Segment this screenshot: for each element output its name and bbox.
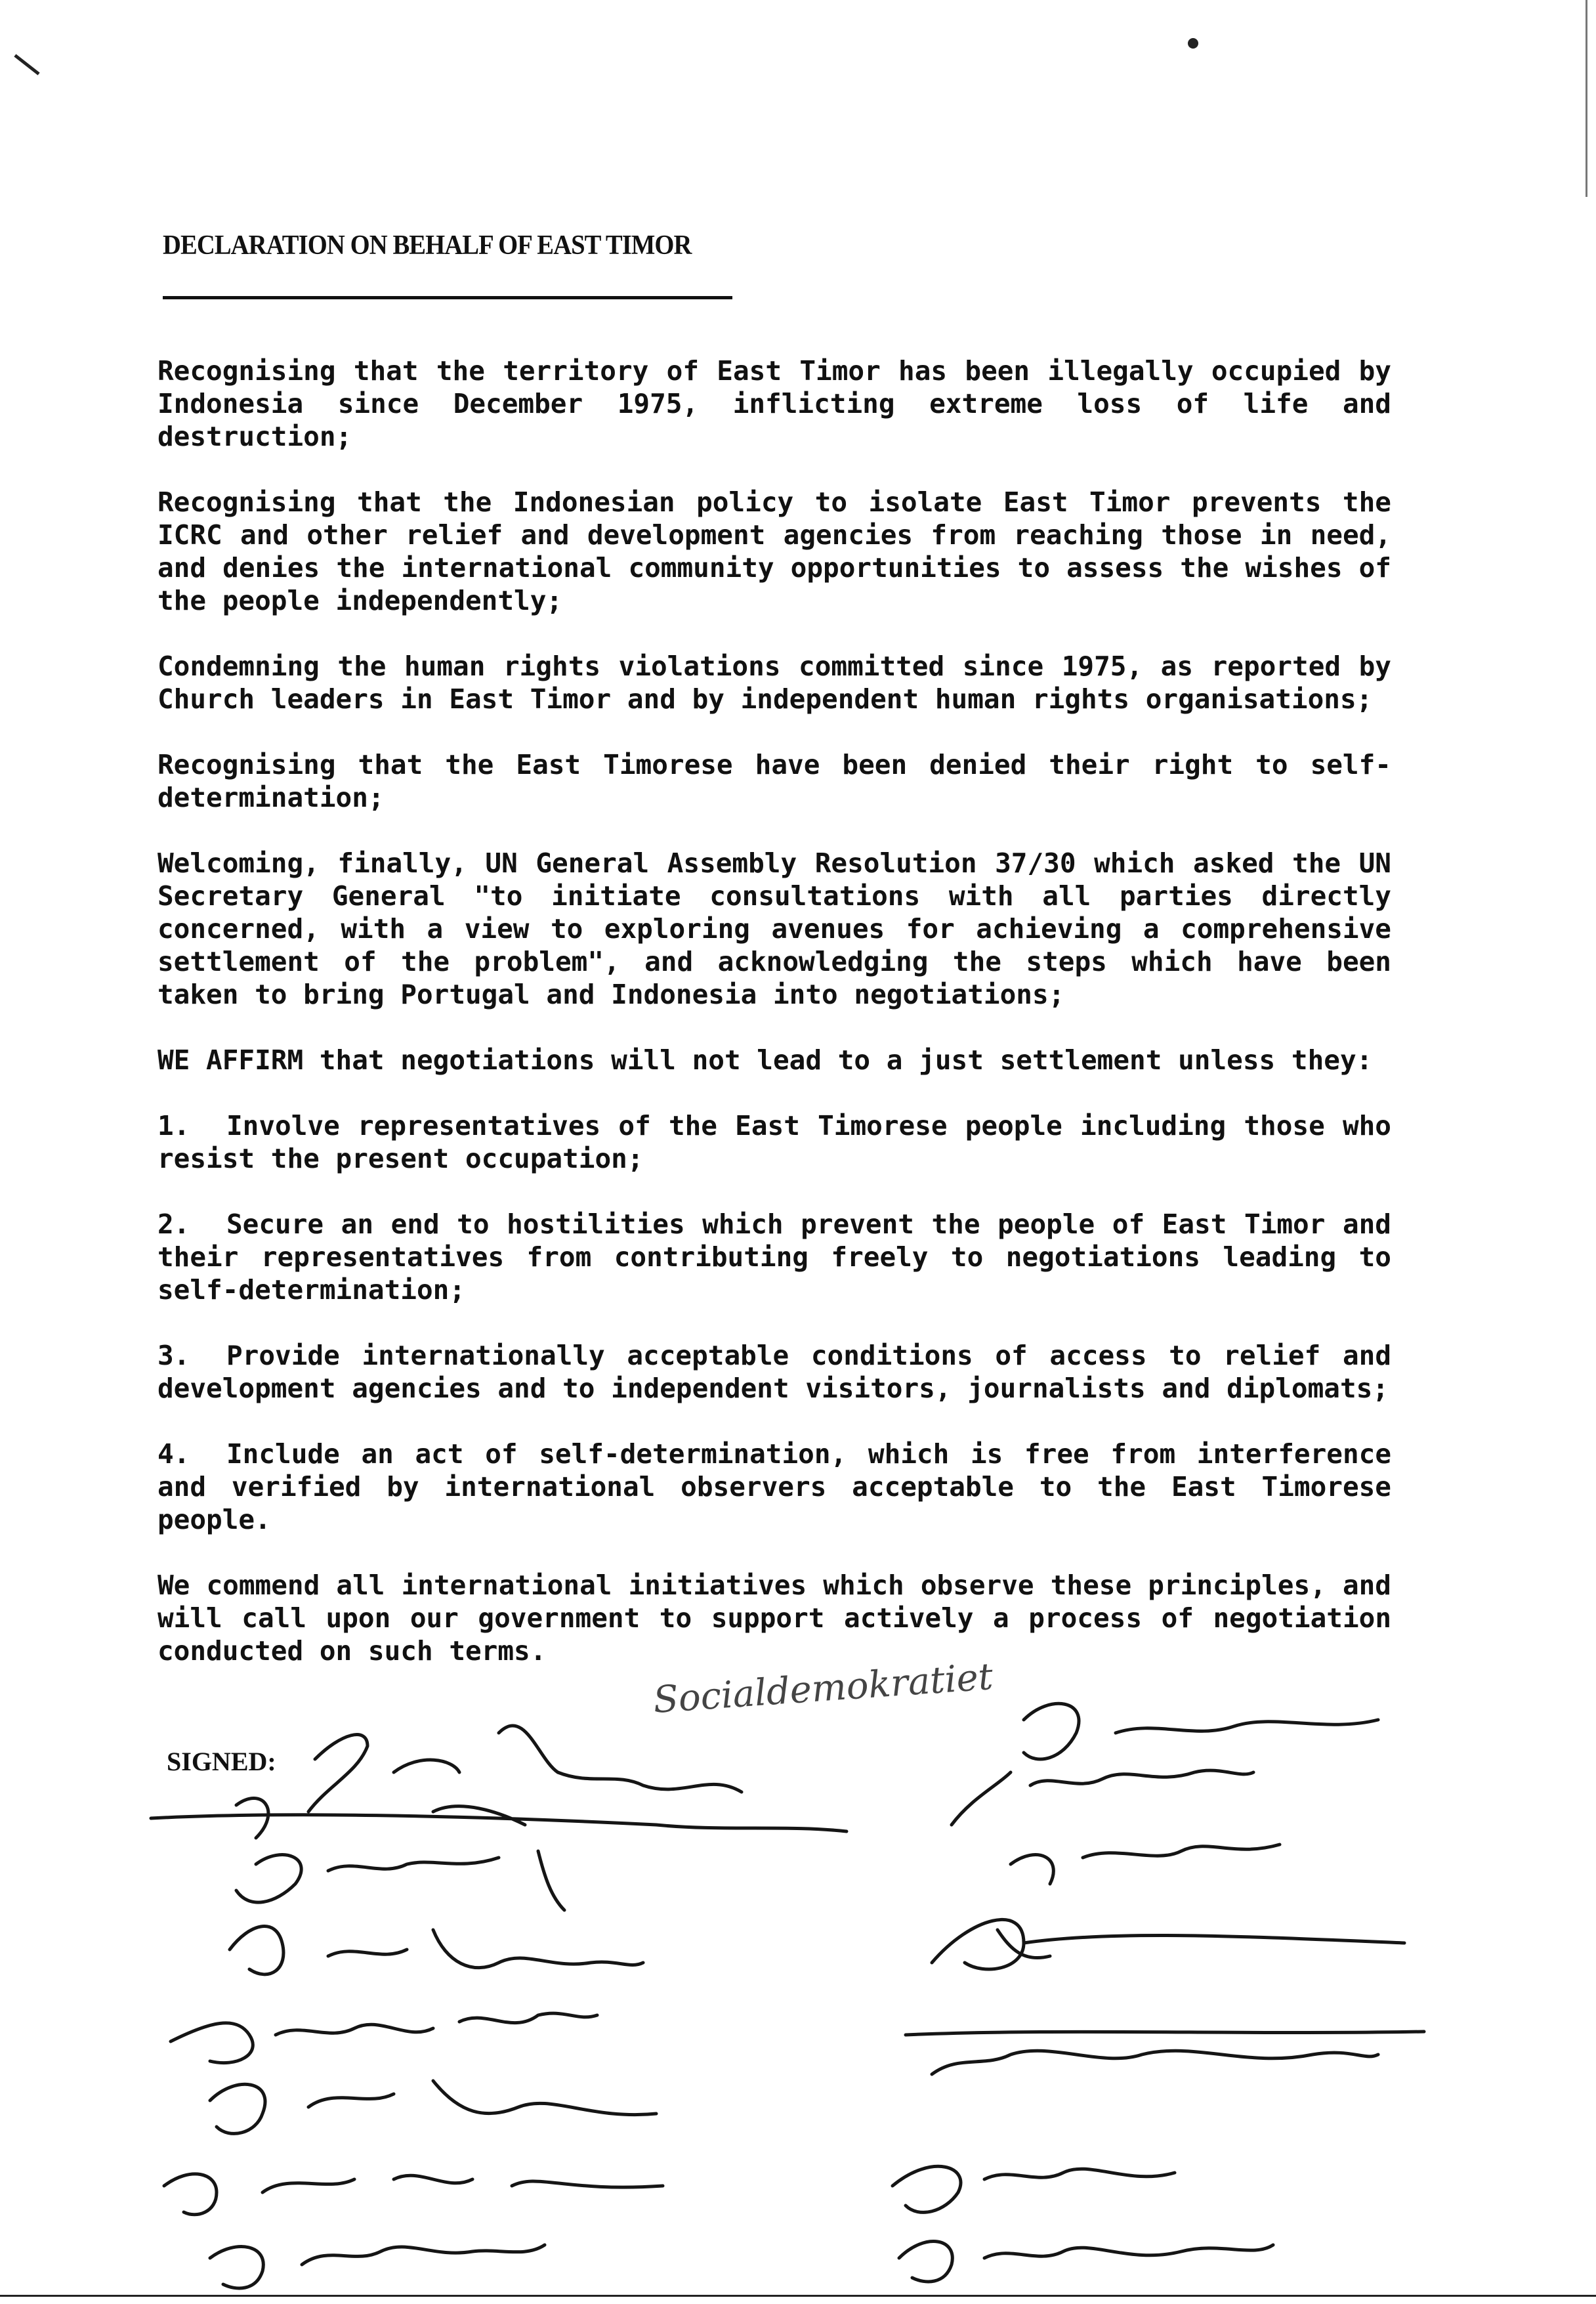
paragraph: Recognising that the territory of East Timor has been illegally occupied by Indonesia since December 1975, inflicting extreme loss of life and destruction; bbox=[158, 355, 1391, 452]
scan-edge bbox=[1586, 0, 1587, 197]
list-item-number: 2. bbox=[158, 1208, 190, 1240]
closing-paragraph: We commend all international initiatives which observe these principles, and will call upon our government to support actively a process of negotiation conducted on such terms. bbox=[158, 1569, 1391, 1667]
signature bbox=[952, 1770, 1253, 1825]
list-item-number: 4. bbox=[158, 1438, 190, 1470]
list-item-text: Secure an end to hostilities which prevent the people of East Timor and their representatives from contributing freely to negotiations leading to self-determination; bbox=[158, 1208, 1391, 1306]
signature bbox=[892, 2166, 1175, 2212]
paragraph: Welcoming, finally, UN General Assembly Resolution 37/30 which asked the UN Secretary General "to initiate consultations with all parties directly concerned, with a view to exploring avenues for achieving a comprehensive settlement of the problem", and acknowledging the steps which have been taken to bring Portugal and Indonesia into negotiations; bbox=[158, 847, 1391, 1010]
signature bbox=[1024, 1703, 1378, 1759]
list-item-number: 3. bbox=[158, 1340, 190, 1371]
signature bbox=[164, 2174, 663, 2215]
paragraph: WE AFFIRM that negotiations will not lead to a just settlement unless they: bbox=[158, 1044, 1373, 1076]
signature bbox=[899, 2242, 1273, 2282]
list-item-text: Involve representatives of the East Timorese people including those who resist the present occupation; bbox=[158, 1110, 1391, 1174]
signature bbox=[210, 2245, 545, 2288]
signature bbox=[932, 1919, 1404, 1969]
handwritten-note: Socialdemokratiet bbox=[652, 1655, 995, 1722]
signature bbox=[171, 2013, 597, 2062]
paragraph: Condemning the human rights violations committed since 1975, as reported by Church leaders in East Timor and by independent human rights organisations; bbox=[158, 651, 1391, 715]
document-title: DECLARATION ON BEHALF OF EAST TIMOR bbox=[163, 230, 692, 261]
signature bbox=[210, 2081, 656, 2133]
signature bbox=[308, 1726, 742, 1812]
signature bbox=[236, 1851, 564, 1910]
signature bbox=[906, 2032, 1424, 2074]
list-item-text: Provide internationally acceptable conditions of access to relief and development agencies and to independent visitors, journalists and diplomats; bbox=[158, 1340, 1391, 1404]
list-item-text: Include an act of self-determination, which is free from interference and verified by international observers acceptable to the East Timorese people. bbox=[158, 1438, 1391, 1535]
signature bbox=[151, 1799, 847, 1838]
scan-mark bbox=[1188, 38, 1198, 49]
signed-label: SIGNED: bbox=[167, 1747, 276, 1776]
signature bbox=[1011, 1845, 1280, 1884]
signature bbox=[230, 1927, 643, 1974]
list-item-number: 1. bbox=[158, 1110, 190, 1141]
paragraph: Recognising that the East Timorese have been denied their right to self-determination; bbox=[158, 749, 1391, 813]
paragraph: Recognising that the Indonesian policy to isolate East Timor prevents the ICRC and other relief and development agencies from reaching those in need, and denies the international community opportunities to assess the wishes of the people independently; bbox=[158, 486, 1391, 616]
page-bottom-rule bbox=[0, 2295, 1596, 2297]
